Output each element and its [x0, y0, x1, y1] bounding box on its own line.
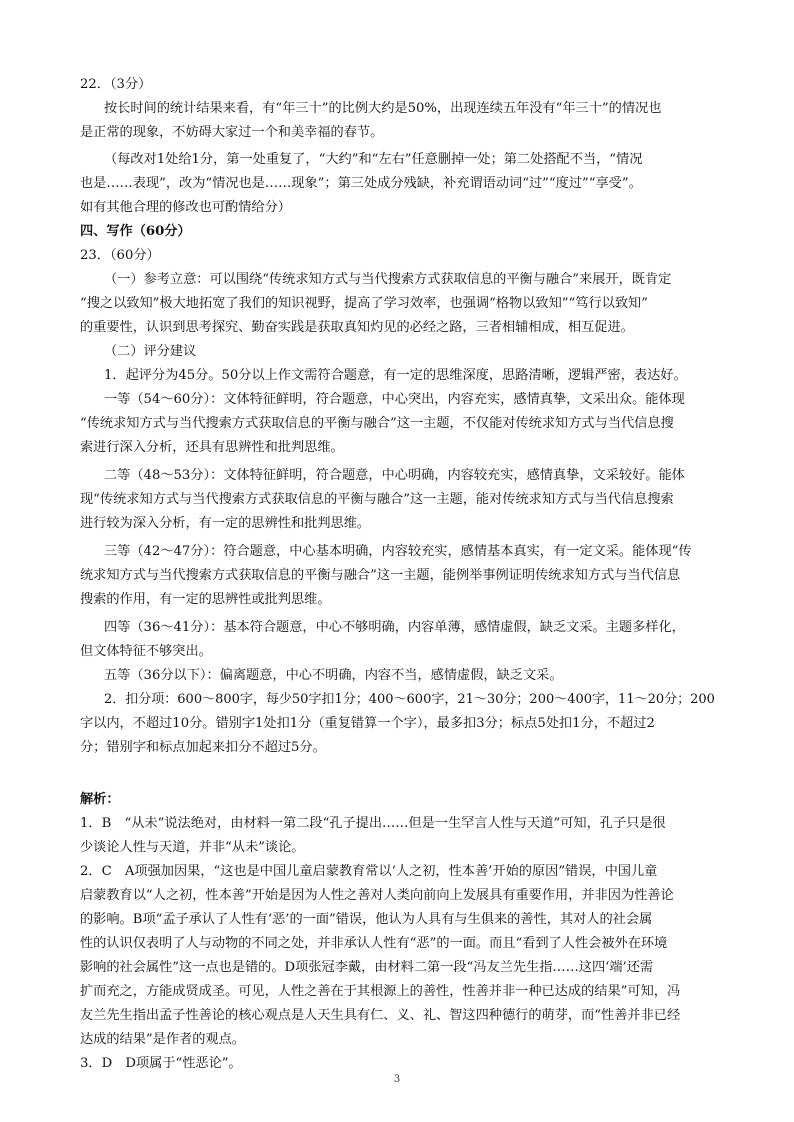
- grade-first: 一等（54～60分）：文体特征鲜明，符合题意，中心突出，内容充实，感情真挚，文采出众。能体现: [104, 392, 685, 407]
- analysis-3: 3．D D项属于“性恶论”。: [80, 1056, 242, 1071]
- grade-second: 进行较为深入分析，有一定的思辨性和批判思维。: [80, 516, 371, 531]
- grading-note: 也是……表现”，改为“情况也是……现象”；第三处成分残缺，补充谓语动词“过”“度过”“享受”。: [80, 176, 642, 191]
- grade-third: 搜索的作用，有一定的思辨性或批判思维。: [80, 592, 331, 607]
- reference-idea: 的重要性，认识到思考探究、勤奋实践是获取真知灼见的必经之路，三者相辅相成，相互促进。: [80, 320, 634, 335]
- grading-note: 如有其他合理的修改也可酌情给分）: [80, 200, 291, 215]
- analysis-2: 2．C A项强加因果，“这也是中国儿童启蒙教育常以‘人之初，性本善’开始的原因”错误，中国儿童: [80, 864, 658, 879]
- grade-first: “传统求知方式与当代搜索方式获取信息的平衡与融合”这一主题，不仅能对传统求知方式与当代信息搜: [80, 416, 674, 431]
- section-heading-writing: 四、写作（60分）: [80, 224, 191, 239]
- reference-idea: “搜之以致知”极大地拓宽了我们的知识视野，提高了学习效率，也强调“格物以致知”“笃行以致知”: [80, 296, 648, 311]
- deduction-rules: 2．扣分项：600～800字，每少50字扣1分；400～600字，21～30分；200～400字，11～20分；200: [104, 692, 715, 707]
- grade-second: 现“传统求知方式与当代搜索方式获取信息的平衡与融合”这一主题，能对传统求知方式与当代信息搜索: [80, 492, 674, 507]
- analysis-2: 的影响。B项“孟子承认了人性有‘恶’的一面”错误，他认为人具有与生俱来的善性，其对人的社会属: [80, 912, 653, 927]
- question-22-heading: 22．（3分）: [80, 77, 152, 92]
- grade-fifth: 五等（36分以下）：偏离题意，中心不明确，内容不当，感情虚假，缺乏文采。: [104, 668, 563, 683]
- grade-second: 二等（48～53分）：文体特征鲜明，符合题意，中心明确，内容较充实，感情真挚，文采较好。能体: [104, 468, 685, 483]
- grade-first: 索进行深入分析，还具有思辨性和批判思维。: [80, 440, 344, 455]
- analysis-heading: 解析：: [80, 792, 120, 807]
- analysis-2: 启蒙教育以“人之初，性本善”开始是因为人性之善对人类向前向上发展具有重要作用，并非因为性善论: [80, 888, 674, 903]
- grade-third: 三等（42～47分）：符合题意，中心基本明确，内容较充实，感情基本真实，有一定文采。能体现“传: [104, 544, 692, 559]
- analysis-2: 扩而充之，方能成贤成圣。可见，人性之善在于其根源上的善性，性善并非一种已达成的结果”可知，冯: [80, 984, 681, 999]
- reference-idea: （一）参考立意：可以围绕“传统求知方式与当代搜索方式获取信息的平衡与融合”来展开，既肯定: [104, 272, 672, 287]
- deduction-rules: 分；错别字和标点加起来扣分不超过5分。: [80, 740, 326, 755]
- grading-note: （每改对1处给1分，第一处重复了，“大约”和“左右”任意删掉一处；第二处搭配不当，“情况: [104, 152, 643, 167]
- grade-third: 统求知方式与当代搜索方式获取信息的平衡与融合”这一主题，能例举事例证明传统求知方式与当代信息: [80, 568, 681, 583]
- analysis-2: 达成的结果”是作者的观点。: [80, 1032, 245, 1047]
- page-number: 3: [393, 1074, 401, 1085]
- analysis-1: 少谈论人性与天道，并非“从未”谈论。: [80, 840, 305, 855]
- grade-fourth: 四等（36～41分）：基本符合题意，中心不够明确，内容单薄，感情虚假，缺乏文采。主题多样化，: [104, 620, 685, 635]
- answer-22-text: 按长时间的统计结果来看，有“年三十”的比例大约是50%，出现连续五年没有“年三十”的情况也: [104, 101, 662, 116]
- analysis-1: 1．B “从未”说法绝对，由材料一第二段“孔子提出……但是一生罕言人性与天道”可知，孔子只是很: [80, 816, 666, 831]
- scoring-rule-1: 1．起评分为45分。50分以上作文需符合题意，有一定的思维深度，思路清晰，逻辑严密，表达好。: [104, 368, 687, 383]
- answer-22-text: 是正常的现象，不妨碍大家过一个和美幸福的春节。: [80, 125, 384, 140]
- deduction-rules: 字以内，不超过10分。错别字1处扣1分（重复错算一个字），最多扣3分；标点5处扣1分，不超过2: [80, 716, 655, 731]
- analysis-2: 影响的社会属性”这一点也是错的。D项张冠李戴，由材料二第一段“冯友兰先生指……这四‘端’还需: [80, 960, 654, 975]
- grade-fourth: 但文体特征不够突出。: [80, 644, 212, 659]
- question-23-heading: 23．（60分）: [80, 248, 160, 263]
- analysis-2: 友兰先生指出孟子性善论的核心观点是人天生具有仁、义、礼、智这四种德行的萌芽，而“性善并非已经: [80, 1008, 681, 1023]
- analysis-2: 性的认识仅表明了人与动物的不同之处，并非承认人性有“恶”的一面。而且“看到了人性会被外在环境: [80, 936, 668, 951]
- scoring-suggestion-heading: （二）评分建议: [104, 344, 197, 359]
